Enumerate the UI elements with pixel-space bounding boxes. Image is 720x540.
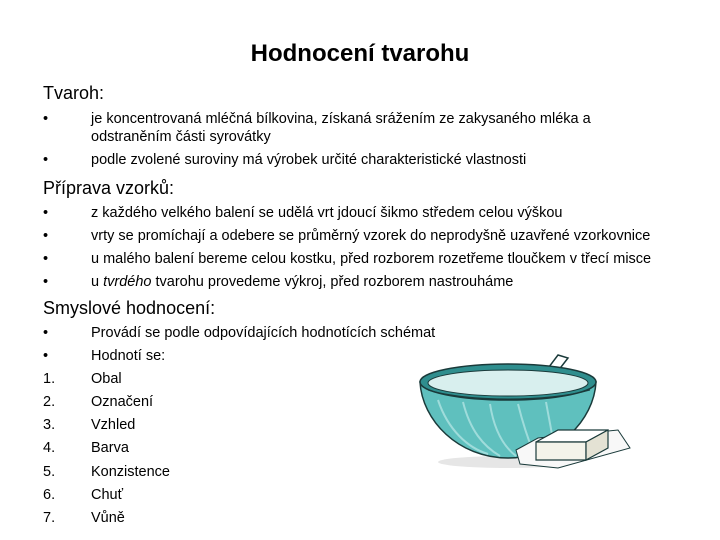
list-text: podle zvolené suroviny má výrobek určité charakteristické vlastnosti (91, 152, 527, 168)
list-text: Označení (91, 394, 154, 410)
list-marker: • (43, 205, 49, 221)
mixing-bowl-with-butter-icon (408, 350, 638, 475)
list-text-italic: tvrdého (103, 274, 152, 290)
list-text: Vzhled (91, 417, 136, 433)
list-text: Provádí se podle odpovídajících hodnotících schémat (91, 325, 436, 341)
list-marker: 7. (43, 510, 56, 526)
list-marker: • (43, 152, 49, 168)
list-marker: • (43, 325, 49, 341)
list-text: Obal (91, 371, 122, 387)
list-marker: • (43, 228, 49, 244)
list-marker: 5. (43, 464, 56, 480)
list-text-part: tvarohu provedeme výkroj, před rozborem nastrouháme (151, 274, 514, 290)
section-heading-tvaroh: Tvaroh: (43, 83, 105, 103)
page-title: Hodnocení tvarohu (250, 40, 470, 67)
list-marker: • (43, 251, 49, 267)
list-marker: 4. (43, 440, 56, 456)
list-text: Konzistence (91, 464, 170, 480)
list-text: Vůně (91, 510, 125, 526)
list-text: Chuť (91, 487, 124, 503)
list-marker: 3. (43, 417, 56, 433)
list-marker: • (43, 348, 49, 364)
section-heading-priprava: Příprava vzorků: (43, 178, 175, 198)
list-text: u malého balení bereme celou kostku, před rozborem rozetřeme tloučkem v třecí misce (91, 251, 652, 267)
list-text: vrty se promíchají a odebere se průměrný vzorek do neprodyšně uzavřené vzorkovnice (91, 228, 651, 244)
list-text: Barva (91, 440, 129, 456)
list-marker: • (43, 111, 49, 127)
list-marker: 6. (43, 487, 56, 503)
list-text (91, 273, 513, 291)
list-text-part: u (91, 274, 104, 290)
list-text: Hodnotí se: (91, 348, 166, 364)
list-marker: 1. (43, 371, 56, 387)
list-marker: 2. (43, 394, 56, 410)
section-heading-smyslove: Smyslové hodnocení: (43, 298, 216, 318)
list-text: z každého velkého balení se udělá vrt jdoucí šikmo středem celou výškou (91, 205, 563, 221)
list-marker: • (43, 274, 49, 290)
list-text: je koncentrovaná mléčná bílkovina, získaná srážením ze zakysaného mléka a odstraněním části syrovátky (91, 111, 591, 145)
